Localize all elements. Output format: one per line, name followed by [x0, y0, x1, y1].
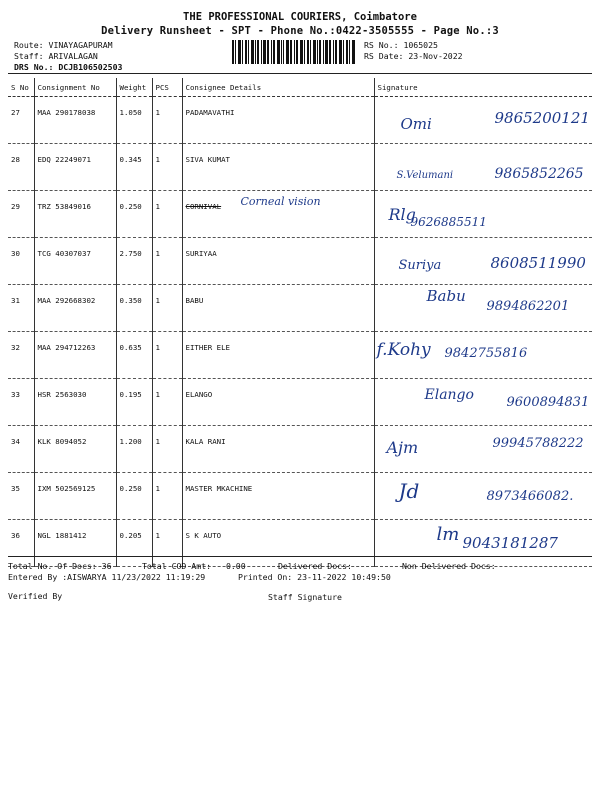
weight-cell: 1.200 — [116, 426, 152, 473]
pcs-cell: 1 — [152, 191, 182, 238]
sno-cell: 30 — [8, 238, 34, 285]
table-row — [8, 426, 592, 473]
signature-cell — [374, 473, 592, 520]
table-row — [8, 144, 592, 191]
signature-cell — [374, 191, 592, 238]
staff-label: Staff: — [14, 51, 44, 61]
drs-label: DRS No.: — [14, 62, 54, 72]
sno-cell: 33 — [8, 379, 34, 426]
rs-date-value: 23-Nov-2022 — [408, 51, 463, 61]
table-row — [8, 473, 592, 520]
pcs-cell: 1 — [152, 144, 182, 191]
col-weight: Weight — [116, 78, 152, 97]
route-value: VINAYAGAPURAM — [48, 40, 113, 50]
weight-cell: 0.635 — [116, 332, 152, 379]
consignment-cell: MAA 290178038 — [34, 97, 116, 144]
sno-cell: 29 — [8, 191, 34, 238]
printed-on — [238, 572, 391, 582]
consignee-cell: ELANGO — [182, 379, 374, 426]
handwritten-phone: 9865852265 — [494, 166, 584, 182]
delivered-docs: Delivered Docs: — [278, 561, 352, 571]
sno-cell: 31 — [8, 285, 34, 332]
weight-cell: 0.250 — [116, 473, 152, 520]
weight-cell: 0.250 — [116, 191, 152, 238]
signature-cell — [374, 520, 592, 567]
consignment-cell: MAA 292668302 — [34, 285, 116, 332]
pcs-cell: 1 — [152, 520, 182, 567]
total-docs-value: 36 — [101, 561, 112, 571]
weight-cell: 0.350 — [116, 285, 152, 332]
table-row — [8, 285, 592, 332]
consignee-cell: KALA RANI — [182, 426, 374, 473]
verified-by: Verified By — [8, 591, 63, 601]
col-consignee: Consignee Details — [182, 78, 374, 97]
cod-value: 0.00 — [225, 561, 246, 571]
drs-value: DCJB106502503 — [58, 62, 123, 72]
non-delivered-docs: Non Delivered Docs: — [402, 561, 496, 571]
entered-by-label: Entered By : — [8, 572, 68, 582]
signature-cell — [374, 379, 592, 426]
handwritten-phone: 8608511990 — [490, 254, 586, 272]
handwritten-name: S.Velumani — [396, 170, 454, 181]
signature-scrawl: Ajm — [386, 438, 419, 457]
total-docs — [8, 561, 112, 571]
table-row — [8, 97, 592, 144]
consignee-cell: PADAMAVATHI — [182, 97, 374, 144]
handwritten-name: Babu — [426, 287, 466, 305]
consignee-cell — [182, 191, 374, 238]
entered-by-value: AISWARYA 11/23/2022 11:19:29 — [67, 572, 206, 582]
route-line — [14, 40, 113, 50]
consignee-cell: S K AUTO — [182, 520, 374, 567]
signature-cell — [374, 144, 592, 191]
sno-cell: 28 — [8, 144, 34, 191]
table-row — [8, 238, 592, 285]
rs-no-line — [364, 40, 438, 50]
barcode-image — [232, 40, 356, 64]
rs-date-line — [364, 51, 463, 61]
weight-cell: 0.345 — [116, 144, 152, 191]
handwritten-phone: 9043181287 — [462, 534, 558, 552]
consignment-cell: HSR 2563030 — [34, 379, 116, 426]
col-pcs: PCS — [152, 78, 182, 97]
sno-cell: 32 — [8, 332, 34, 379]
pcs-cell: 1 — [152, 473, 182, 520]
rs-date-label: RS Date: — [364, 51, 404, 61]
staff-line — [14, 51, 98, 61]
signature-scrawl: f.Kohy — [376, 340, 431, 360]
consignment-cell: EDQ 22249071 — [34, 144, 116, 191]
total-cod — [142, 561, 246, 571]
company-title: THE PROFESSIONAL COURIERS, Coimbatore — [183, 11, 417, 23]
weight-cell: 0.195 — [116, 379, 152, 426]
consignment-cell: TCG 40307037 — [34, 238, 116, 285]
pcs-cell: 1 — [152, 285, 182, 332]
handwritten-phone: 9894862201 — [486, 299, 570, 314]
table-row — [8, 191, 592, 238]
runsheet-subtitle: Delivery Runsheet - SPT - Phone No.:0422-3505555 - Page No.:3 — [101, 25, 499, 37]
handwritten-phone: 9626885511 — [410, 215, 487, 229]
signature-cell — [374, 285, 592, 332]
runsheet-table — [8, 78, 592, 567]
entered-by — [8, 572, 205, 582]
total-docs-label: Total No. Of Docs: — [8, 561, 97, 571]
consignment-cell: MAA 294712263 — [34, 332, 116, 379]
signature-scrawl: Jd — [398, 479, 420, 503]
sno-cell: 36 — [8, 520, 34, 567]
weight-cell: 1.050 — [116, 97, 152, 144]
pcs-cell: 1 — [152, 426, 182, 473]
consignee-cell: SURIYAA — [182, 238, 374, 285]
col-sno: S No — [8, 78, 34, 97]
consignment-cell: IXM 502569125 — [34, 473, 116, 520]
consignment-cell: NGL 1881412 — [34, 520, 116, 567]
table-header-row — [8, 78, 592, 97]
drs-line — [14, 62, 122, 72]
table-row — [8, 332, 592, 379]
header-divider — [8, 73, 592, 74]
consignment-cell: TRZ 53849016 — [34, 191, 116, 238]
staff-signature: Staff Signature — [268, 592, 342, 602]
rs-no-value: 1065025 — [403, 40, 438, 50]
pcs-cell: 1 — [152, 332, 182, 379]
handwritten-phone: 9842755816 — [444, 346, 528, 361]
signature-cell — [374, 426, 592, 473]
signature-scrawl: lm — [436, 524, 460, 545]
consignee-cell: MASTER MKACHINE — [182, 473, 374, 520]
signature-cell — [374, 238, 592, 285]
signature-scrawl: Omi — [400, 115, 432, 133]
weight-cell: 2.750 — [116, 238, 152, 285]
rs-no-label: RS No.: — [364, 40, 399, 50]
pcs-cell: 1 — [152, 97, 182, 144]
consignee-cell: BABU — [182, 285, 374, 332]
pcs-cell: 1 — [152, 379, 182, 426]
printed-on-label: Printed On: — [238, 572, 293, 582]
table-row — [8, 379, 592, 426]
col-signature: Signature — [374, 78, 592, 97]
weight-cell: 0.205 — [116, 520, 152, 567]
consignee-struck: CORNIVAL — [185, 202, 222, 211]
staff-value: ARIVALAGAN — [48, 51, 98, 61]
table-row — [8, 520, 592, 567]
signature-scrawl: Rlg — [388, 205, 416, 224]
signature-scrawl: Elango — [424, 387, 474, 403]
consignee-cell: SIVA KUMAT — [182, 144, 374, 191]
printed-on-value: 23-11-2022 10:49:50 — [297, 572, 391, 582]
sno-cell: 27 — [8, 97, 34, 144]
pcs-cell: 1 — [152, 238, 182, 285]
consignee-cell: EITHER ELE — [182, 332, 374, 379]
signature-cell — [374, 97, 592, 144]
handwritten-phone: 9865200121 — [494, 109, 590, 127]
cod-label: Total COD Amt: — [142, 561, 212, 571]
handwritten-phone: 99945788222 — [492, 436, 584, 451]
sno-cell: 35 — [8, 473, 34, 520]
handwritten-phone: 8973466082. — [486, 489, 574, 504]
consignment-cell: KLK 8094052 — [34, 426, 116, 473]
sno-cell: 34 — [8, 426, 34, 473]
footer-divider — [8, 556, 592, 557]
route-label: Route: — [14, 40, 44, 50]
handwritten-correction: Corneal vision — [240, 195, 321, 208]
signature-cell — [374, 332, 592, 379]
col-consignment: Consignment No — [34, 78, 116, 97]
handwritten-name: Suriya — [398, 258, 442, 273]
handwritten-phone: 9600894831 — [506, 395, 590, 410]
